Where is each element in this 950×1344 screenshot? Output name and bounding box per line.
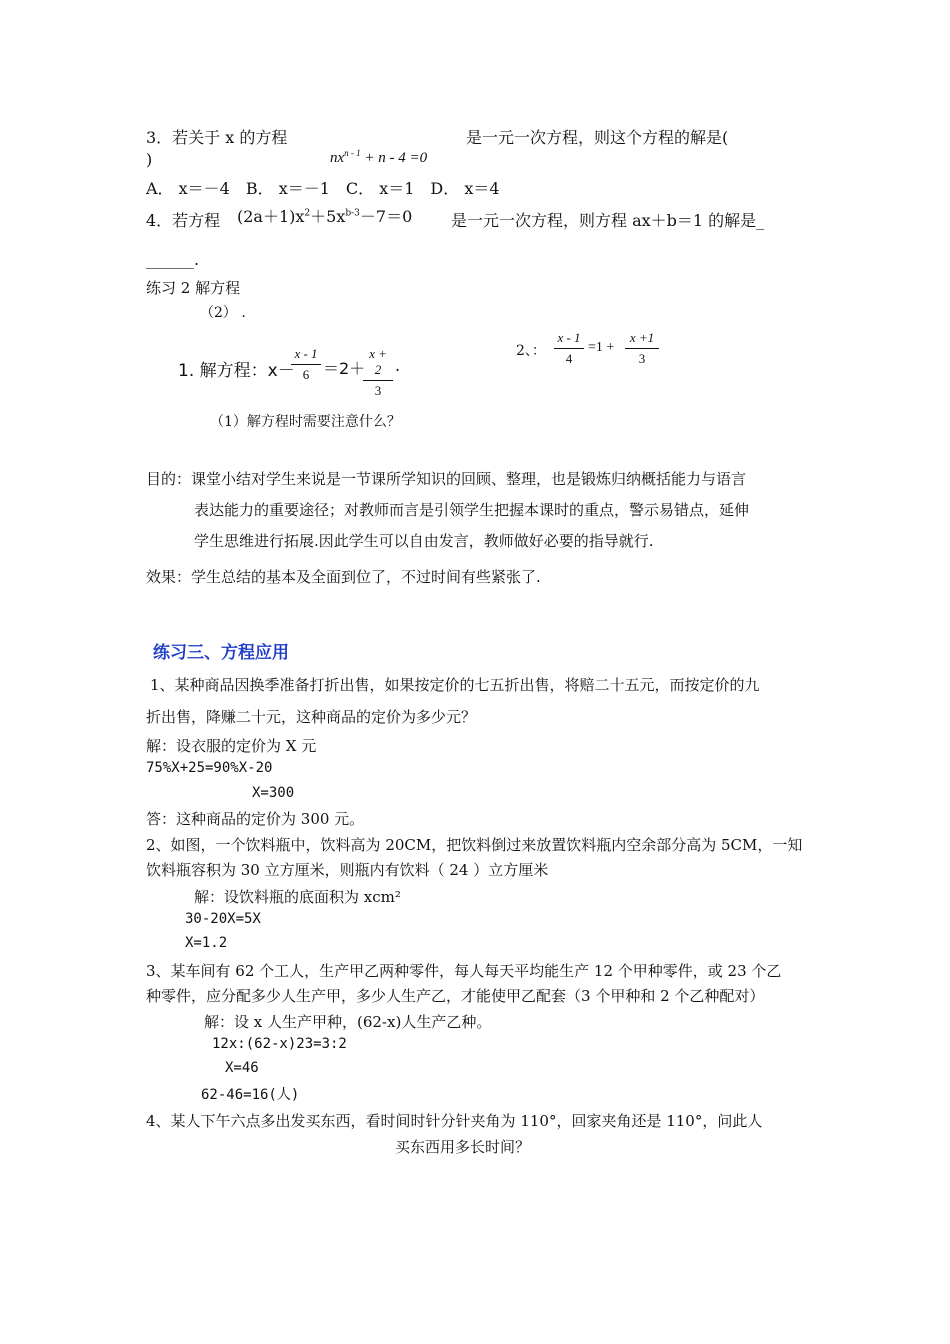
eq2-label: 2、：	[516, 343, 546, 359]
section3-heading: 练习三、方程应用	[153, 643, 289, 663]
practice2-sub2: （2） .	[200, 305, 246, 321]
eq2-f1-den: 4	[565, 351, 573, 366]
goal-line-3: 学生思维进行拓展.因此学生可以自由发言，教师做好必要的指导就行.	[194, 532, 654, 550]
eq2-fraction-1	[554, 330, 584, 367]
eq2-fraction-2	[625, 330, 659, 367]
q4-eq-exp1: 2	[304, 208, 311, 219]
p3-equation: 12x:(62-x)23=3:2	[212, 1036, 347, 1052]
q3-equation	[330, 148, 427, 167]
p3-x: X=46	[225, 1060, 259, 1076]
p1-line-2: 折出售，降赚二十元，这种商品的定价为多少元？	[146, 708, 477, 726]
eq1-f1-num: x - 1	[294, 346, 318, 361]
q4-eq-b: ＋5x	[310, 207, 346, 226]
fraction-bar	[363, 380, 393, 381]
q4-prefix: 4．若方程	[146, 211, 221, 230]
p4-line-2: 买东西用多长时间？	[395, 1138, 531, 1156]
effect-line: 效果：学生总结的基本及全面到位了，不过时间有些紧张了.	[146, 568, 541, 586]
fraction-bar	[625, 348, 659, 349]
p3-line-2: 种零件，应分配多少人生产甲，多少人生产乙，才能使甲乙配套（3 个甲种和 2 个乙种配对）	[146, 987, 765, 1005]
practice2-title: 练习 2 解方程	[146, 279, 241, 297]
p1-x: X=300	[252, 785, 295, 801]
eq2-f1-num: x - 1	[557, 330, 581, 345]
q4-eq-exp2: b-3	[345, 208, 360, 219]
eq2-f2-num: x +1	[629, 330, 655, 345]
p3-line-1: 3、某车间有 62 个工人，生产甲乙两种零件，每人每天平均能生产 12 个甲种零件，或 23 个乙	[146, 962, 782, 980]
p2-line-1: 2、如图，一个饮料瓶中，饮料高为 20CM，把饮料倒过来放置饮料瓶内空余部分高为 5CM，一知	[146, 836, 803, 854]
p1-answer: 答：这种商品的定价为 300 元。	[146, 810, 365, 828]
p1-line-1: 1、某种商品因换季准备打折出售，如果按定价的七五折出售，将赔二十五元，而按定价的九	[150, 676, 760, 694]
p3-solution: 解：设 x 人生产甲种，(62-x)人生产乙种。	[204, 1013, 492, 1031]
eq1-end: .	[395, 356, 401, 375]
eq1-f1-den: 6	[302, 367, 310, 382]
eq1-mid: ＝2＋	[323, 359, 366, 378]
q4-suffix: 是一元一次方程，则方程 ax＋b＝1 的解是_	[451, 211, 765, 230]
p2-line-2: 饮料瓶容积为 30 立方厘米，则瓶内有饮料（ 24 ）立方厘米	[146, 861, 549, 879]
goal-line-1: 目的：课堂小结对学生来说是一节课所学知识的回顾、整理，也是锻炼归纳概括能力与语言	[146, 470, 747, 488]
eq2-mid: =1 +	[588, 340, 615, 355]
q3-options: A． x＝－4 B． x＝－1 C． x＝1 D． x＝4	[146, 179, 500, 198]
eq1-fraction-1	[291, 346, 321, 383]
q3-eq-exp: n - 1	[344, 148, 361, 158]
eq1-f2-num: x + 2	[369, 346, 387, 377]
p4-line-1: 4、某人下午六点多出发买东西，看时间时针分针夹角为 110°，回家夹角还是 110°，问此人	[146, 1112, 763, 1130]
practice2-question: （1）解方程时需要注意什么？	[210, 414, 401, 430]
p3-y: 62-46=16(人)	[201, 1087, 300, 1103]
q3-eq-base: nx	[330, 150, 345, 166]
p2-solution: 解：设饮料瓶的底面积为 xcm²	[194, 888, 401, 906]
q4-equation	[237, 204, 412, 227]
q3-close: )	[146, 150, 153, 169]
p1-solution: 解：设衣服的定价为 X 元	[146, 737, 317, 755]
q4-eq-a: (2a＋1)x	[237, 207, 305, 226]
q4-eq-c: －7＝0	[359, 207, 413, 226]
q3-eq-rest: + n - 4 =0	[360, 150, 428, 166]
q3-prefix: 3．若关于 x 的方程	[146, 128, 288, 147]
eq1-f2-den: 3	[374, 383, 382, 398]
fraction-bar	[291, 364, 321, 365]
goal-line-2: 表达能力的重要途径；对教师而言是引领学生把握本课时的重点，警示易错点，延伸	[194, 501, 750, 519]
q4-blank: ______.	[146, 250, 200, 269]
p2-equation: 30-20X=5X	[185, 911, 261, 927]
q3-suffix: 是一元一次方程，则这个方程的解是(	[466, 128, 729, 147]
eq1-label: 1. 解方程：x－	[178, 361, 295, 381]
fraction-bar	[554, 348, 584, 349]
p2-x: X=1.2	[185, 935, 228, 951]
p1-equation: 75%X+25=90%X-20	[146, 760, 273, 776]
eq1-fraction-2	[363, 346, 393, 399]
eq2-f2-den: 3	[638, 351, 646, 366]
